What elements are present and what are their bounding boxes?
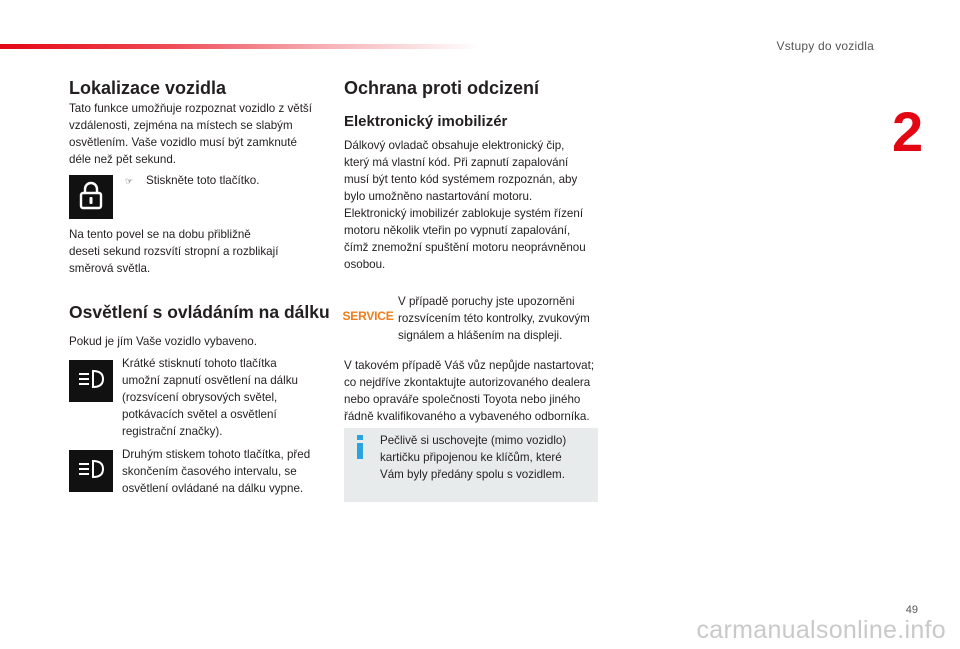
ochrana-heading: Ochrana proti odcizení (344, 78, 540, 98)
headlamp-icon (77, 369, 105, 394)
lokalizace-heading: Lokalizace vozidla (69, 78, 227, 98)
headlamp-button-icon-box-2 (69, 450, 113, 492)
chapter-number: 2 (892, 100, 924, 163)
section-title: Vstupy do vozidla (776, 39, 874, 53)
watermark: carmanualsonline.info (696, 616, 946, 644)
header-accent-bar (0, 44, 480, 49)
lokalizace-step: Stiskněte toto tlačítko. (146, 174, 260, 187)
lock-button-icon-box (69, 175, 113, 219)
fault-text: V případě poruchy jste upozorněni rozsvícením této kontrolky, zvukovým signálem a hlášením na displeji. (398, 295, 590, 342)
info-box (344, 428, 598, 502)
lokalizace-result: Na tento povel se na dobu přibližně deseti sekund rozsvítí stropní a rozblikají směrová světla. (69, 228, 279, 275)
imobilizer-text: Dálkový ovladač obsahuje elektronický čip, který má vlastní kód. Při zapnutí zapalování musí být tento kód systémem rozpoznán, aby bylo umožněno nastartování motoru. Elektronický imobilizér zablokuje systém řízení motoru několik vteřin po vypnutí zapalování, čímž znemožní spuštění motoru neoprávněnou osobou. (344, 139, 586, 271)
lock-icon (78, 180, 104, 215)
imobilizer-heading: Elektronický imobilizér (344, 113, 508, 130)
service-warning-icon: SERVICE (342, 309, 394, 323)
info-text: Pečlivě si uschovejte (mimo vozidlo) kartičku připojenou ke klíčům, které Vám byly předány spolu s vozidlem. (380, 434, 567, 481)
headlamp-button-icon-box (69, 360, 113, 402)
lokalizace-intro: Tato funkce umožňuje rozpoznat vozidlo z větší vzdálenosti, zejména na místech se slabým osvětlením. Vaše vozidlo musí být zamknuté déle než pět sekund. (69, 102, 312, 166)
second-press-text: Druhým stiskem tohoto tlačítka, před skončením časového intervalu, se osvětlení ovládané na dálku vypne. (122, 448, 311, 495)
osvetleni-heading: Osvětlení s ovládáním na dálku (69, 302, 330, 322)
fault-consequence: V takovém případě Váš vůz nepůjde nastartovat; co nejdříve zkontaktujte autorizovaného dealera nebo opraváře společnosti Toyota nebo jiného řádně kvalifikovaného a vybaveného odborníka. (344, 359, 595, 423)
info-icon (354, 435, 366, 459)
pointer-icon: ☞ (125, 176, 134, 186)
headlamp-icon (77, 459, 105, 484)
page-number: 49 (905, 604, 918, 616)
short-press-text: Krátké stisknutí tohoto tlačítka umožní zapnutí osvětlení na dálku (rozsvícení obrysových světel, potkávacích světel a osvětlení registrační značky). (122, 357, 298, 438)
osvetleni-intro: Pokud je jím Vaše vozidlo vybaveno. (69, 335, 257, 348)
